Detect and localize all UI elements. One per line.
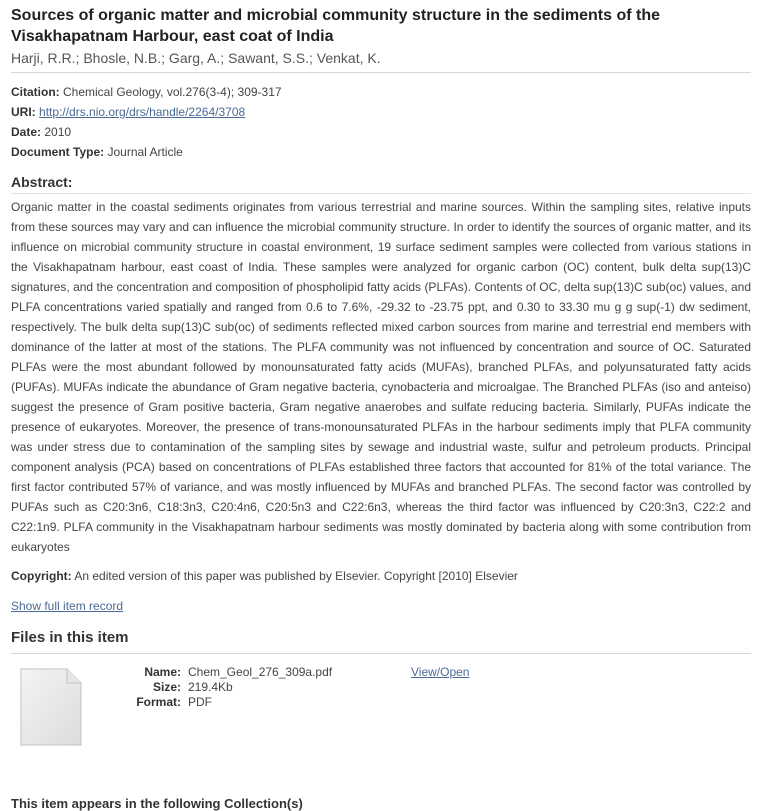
abstract-text: Organic matter in the coastal sediments originates from various terrestrial and marine sources. Within the sampling sites, relative inputs from these sources may vary and can influence the microbial community structure. In order to identify the sources of organic matter, and its influence on microbial community structure in coastal environment, 19 surface sediment samples were collected from various stations in the Visakhapatnam harbour, east coast of India. These samples were analyzed for organic carbon (OC) content, bulk delta sup(13)C signatures, and the concentration and composition of phospholipid fatty acids (PLFAs). Contents of OC, delta sup(13)C sub(oc) values, and PLFA concentrations varied spatially and ranged from 0.6 to 7.6%, -29.32 to -23.75 ppt, and 0.30 to 33.30 mu g g sup(-1) dw sediment, respectively. The bulk delta sup(13)C sub(oc) of sediments reflected mixed carbon sources from marine and terrestrial end members with dominance of the latter at most of the stations. The PLFA community was not influenced by concentration and source of OC. Saturated PLFAs were the most abundant followed by monounsaturated fatty acids (MUFAs), branched PLFAs, and polyunsaturated fatty acids (PUFAs). MUFAs indicate the abundance of Gram negative bacteria, cynobacteria and microalgae. The Branched PLFAs (iso and anteiso) suggest the presence of Gram positive bacteria, Gram negative anaerobes and sulfate reducing bacteria. Similarly, PUFAs indicate the presence of eukaryotes. Moreover, the presence of trans-monounsaturated PLFAs in the harbour sediments imply that PLFA community was under stress due to contamination of the sampling sites by sewage and industrial waste, sulfur and petroleum products. Principal component analysis (PCA) based on concentrations of PLFAs established three factors that accounted for 81% of the total variance. The first factor contributed 57% of variance, and was mostly influenced by MUFAs and branched PLFAs. The second factor was controlled by PUFAs such as C20:3n6, C18:3n3, C20:4n6, C20:5n3 and C22:6n3, whereas the third factor was influenced by C20:3n3, C22:2 and C22:1n9. PLFA community in the Visakhapatnam harbour sediments was mostly dominated by bacteria along with some contribution from eukaryotes bbox=[11, 200, 751, 554]
file-name-value: Chem_Geol_276_309a.pdf bbox=[188, 665, 333, 679]
metadata-fields bbox=[11, 82, 751, 162]
document-type-label: Document Type: bbox=[11, 145, 105, 159]
uri-link[interactable]: http://drs.nio.org/drs/handle/2264/3708 bbox=[39, 105, 246, 119]
date-field bbox=[11, 122, 751, 142]
date-value: 2010 bbox=[44, 125, 72, 139]
uri-field bbox=[11, 102, 751, 122]
file-name-row bbox=[111, 665, 332, 680]
abstract-heading: Abstract: bbox=[11, 174, 73, 190]
citation-field bbox=[11, 82, 751, 102]
citation-value: Chemical Geology, vol.276(3-4); 309-317 bbox=[63, 85, 282, 99]
item-authors: Harji, R.R.; Bhosle, N.B.; Garg, A.; Sawant, S.S.; Venkat, K. bbox=[11, 50, 381, 66]
show-full-record-link[interactable]: Show full item record bbox=[11, 599, 124, 613]
collections-heading: This item appears in the following Collection(s) bbox=[11, 796, 303, 811]
file-format-value: PDF bbox=[188, 695, 212, 709]
file-row bbox=[11, 654, 751, 744]
file-metadata bbox=[111, 665, 332, 710]
view-open-link[interactable]: View/Open bbox=[411, 665, 470, 679]
title-divider bbox=[11, 72, 751, 73]
file-format-label: Format: bbox=[136, 695, 181, 709]
file-icon[interactable] bbox=[20, 668, 82, 746]
copyright-label: Copyright: bbox=[11, 569, 72, 583]
file-format-row bbox=[111, 695, 332, 710]
file-size-value: 219.4Kb bbox=[188, 680, 233, 694]
file-size-row bbox=[111, 680, 332, 695]
document-type-value: Journal Article bbox=[107, 145, 183, 159]
uri-label: URI: bbox=[11, 105, 36, 119]
document-type-field bbox=[11, 142, 751, 162]
date-label: Date: bbox=[11, 125, 42, 139]
citation-label: Citation: bbox=[11, 85, 60, 99]
abstract-divider bbox=[11, 193, 751, 194]
copyright-value: An edited version of this paper was published by Elsevier. Copyright [2010] Elsevier bbox=[74, 569, 518, 583]
copyright-field bbox=[11, 566, 751, 586]
item-title: Sources of organic matter and microbial community structure in the sediments of the Visakhapatnam Harbour, east coat of India bbox=[11, 7, 661, 45]
item-page bbox=[0, 5, 759, 811]
files-heading: Files in this item bbox=[11, 629, 129, 646]
file-name-label: Name: bbox=[144, 665, 181, 679]
file-size-label: Size: bbox=[152, 680, 181, 694]
show-full-record bbox=[11, 596, 751, 616]
